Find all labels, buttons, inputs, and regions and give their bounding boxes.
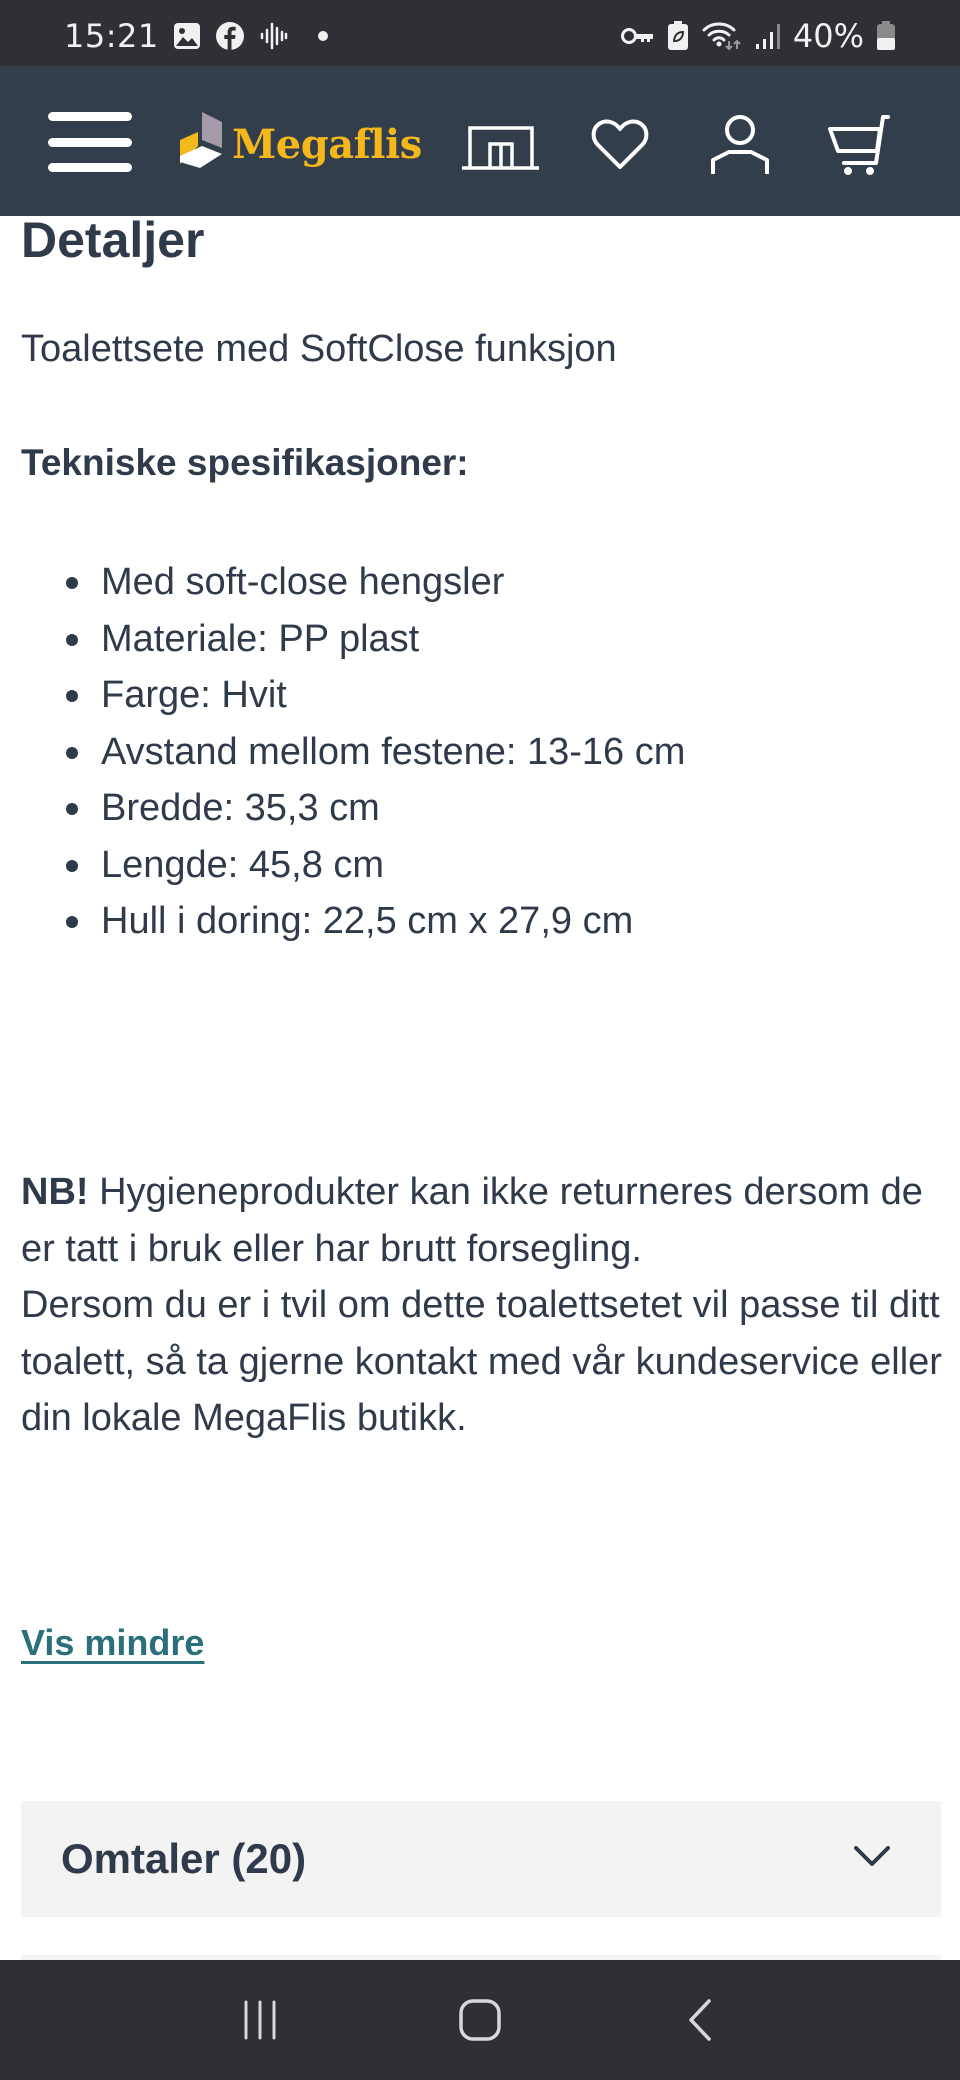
facebook-icon xyxy=(215,21,245,51)
contact-text: Dersom du er i tvil om dette toalettsetet vil passe til ditt toalett, så ta gjerne kontakt med vår kundeservice eller din lokale MegaFlis butikk. xyxy=(21,1284,942,1439)
spec-item: Hull i doring: 22,5 cm x 27,9 cm xyxy=(21,893,685,950)
spec-item: Farge: Hvit xyxy=(21,667,685,724)
heart-icon[interactable] xyxy=(580,110,660,180)
wifi-icon xyxy=(701,21,743,51)
bullet-icon xyxy=(66,803,78,815)
nb-label: NB! xyxy=(21,1171,89,1213)
spec-item: Materiale: PP plast xyxy=(21,611,685,668)
status-left xyxy=(64,11,621,55)
back-button[interactable] xyxy=(660,1980,740,2060)
spec-item: Avstand mellom festene: 13-16 cm xyxy=(21,724,685,781)
vpn-key-icon xyxy=(621,26,655,46)
bullet-icon xyxy=(66,860,78,872)
status-bar xyxy=(0,0,960,66)
home-button[interactable] xyxy=(440,1980,520,2060)
logo-mark-icon xyxy=(178,112,224,177)
battery-percent: 40% xyxy=(792,17,864,55)
spec-item: Med soft-close hengsler xyxy=(21,554,685,611)
show-less-link[interactable]: Vis mindre xyxy=(21,1622,205,1663)
bullet-icon xyxy=(66,690,78,702)
chevron-down-icon xyxy=(853,1845,891,1874)
nb-text: Hygieneprodukter kan ikke returneres dersom de er tatt i bruk eller har brutt forsegling. xyxy=(21,1171,923,1270)
product-intro: Toalettsete med SoftClose funksjon xyxy=(21,328,617,370)
dot-icon xyxy=(317,30,329,42)
sound-wave-icon xyxy=(259,22,289,50)
specs-title: Tekniske spesifikasjoner: xyxy=(21,442,469,483)
gallery-icon xyxy=(173,22,201,50)
status-right xyxy=(621,11,896,55)
site-header xyxy=(0,66,960,216)
notice-block xyxy=(21,1164,951,1447)
bullet-icon xyxy=(66,634,78,646)
user-icon[interactable] xyxy=(700,110,780,180)
store-icon[interactable] xyxy=(460,110,540,180)
status-time: 15:21 xyxy=(64,17,159,55)
spec-list xyxy=(21,554,685,950)
bullet-icon xyxy=(66,916,78,928)
spec-item: Lengde: 45,8 cm xyxy=(21,837,685,894)
brand-name: Megaflis xyxy=(232,121,422,168)
bullet-icon xyxy=(66,577,78,589)
recent-apps-button[interactable] xyxy=(220,1980,300,2060)
battery-icon xyxy=(876,21,896,51)
brand-logo[interactable] xyxy=(178,112,422,177)
menu-icon[interactable] xyxy=(48,112,132,172)
reviews-title: Omtaler (20) xyxy=(61,1835,307,1882)
spec-item: Bredde: 35,3 cm xyxy=(21,780,685,837)
signal-icon xyxy=(755,22,781,50)
reviews-accordion[interactable] xyxy=(21,1801,941,1917)
system-nav-bar xyxy=(0,1960,960,2080)
cart-icon[interactable] xyxy=(820,110,900,180)
details-heading: Detaljer xyxy=(21,216,205,268)
battery-saver-icon xyxy=(667,21,689,51)
bullet-icon xyxy=(66,747,78,759)
